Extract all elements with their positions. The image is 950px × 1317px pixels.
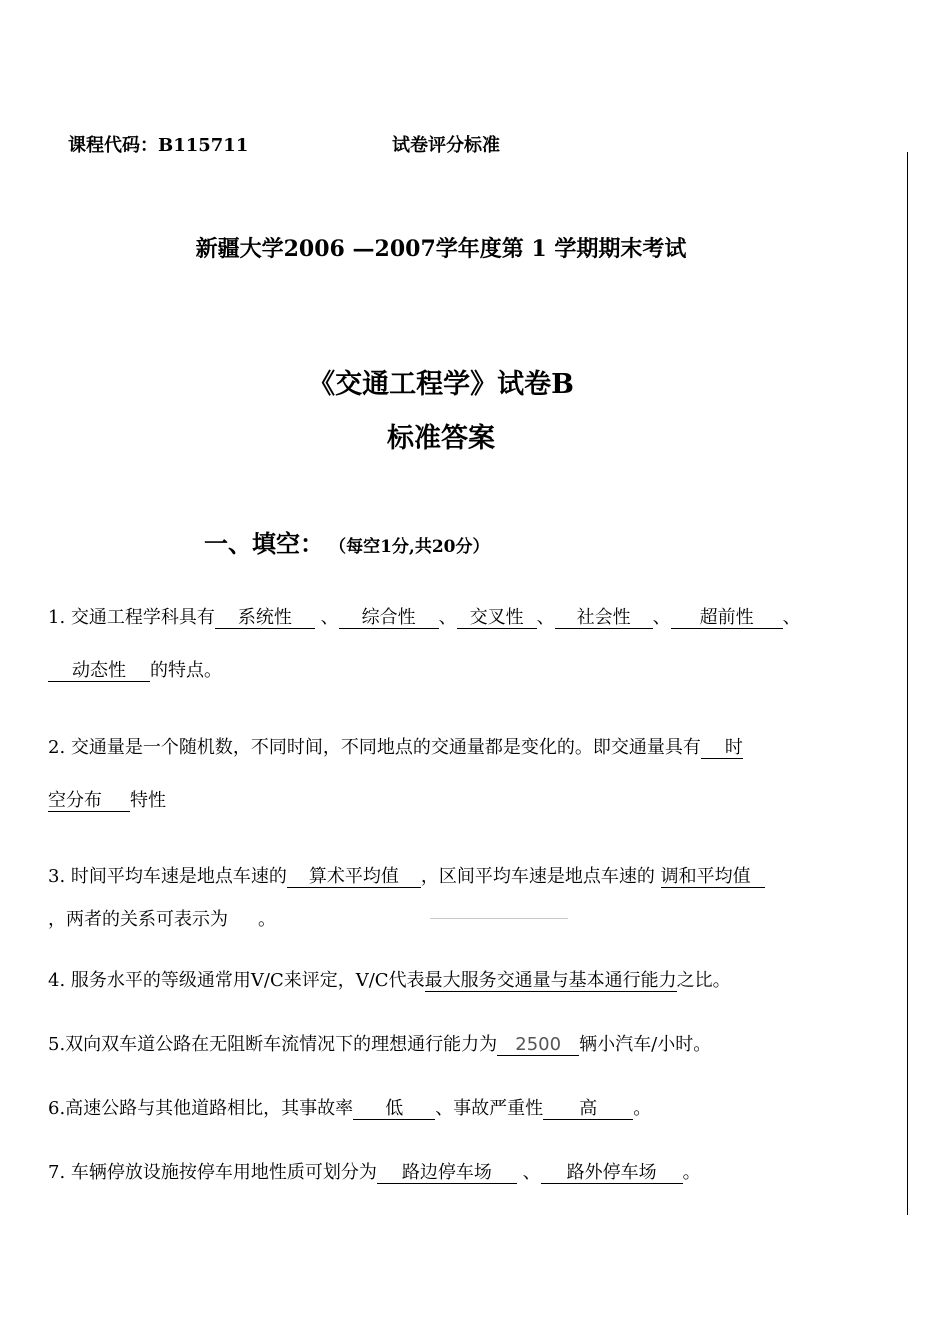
course-code: 课程代码：B115711 [68, 135, 249, 156]
question-5-text: 5.双向双车道公路在无阻断车流情况下的理想通行能力为 [48, 1034, 498, 1055]
paper-title: 《交通工程学》试卷B [308, 369, 574, 400]
separator: 、 [522, 1162, 541, 1183]
question-6-text: 6.高速公路与其他道路相比，其事故率 [48, 1098, 354, 1119]
question-2-line-1 [48, 733, 743, 759]
question-4-suffix: 之比。 [676, 970, 731, 991]
question-3-line-2 [48, 905, 276, 931]
separator: 、 [536, 607, 555, 628]
question-2-suffix: 特性 [130, 790, 166, 811]
answer-blank: 最大服务交通量与基本通行能力 [424, 970, 677, 991]
page-border-line [907, 152, 908, 1215]
marking-standard-label: 试卷评分标准 [392, 135, 500, 156]
question-2-text: 2. 交通量是一个随机数，不同时间，不同地点的交通量都是变化的。即交通量具有 [48, 737, 701, 758]
answer-blank: 系统性 [215, 608, 315, 629]
answer-blank: 路边停车场 [377, 1163, 517, 1184]
question-7-line [48, 1158, 701, 1184]
question-7-suffix: 。 [682, 1162, 701, 1183]
question-1-line-2 [48, 656, 222, 682]
answer-blank: 交叉性 [457, 608, 537, 629]
exam-title: 新疆大学2006 —2007学年度第 1 学期期末考试 [195, 236, 687, 262]
answer-blank: 低 [353, 1099, 435, 1120]
question-6-line [48, 1094, 651, 1120]
answer-blank: 动态性 [48, 661, 150, 682]
question-1-text: 1. 交通工程学科具有 [48, 607, 215, 628]
question-1-line-1 [48, 603, 801, 629]
question-3-line-1 [48, 862, 765, 888]
separator: 、 [782, 607, 801, 628]
answer-blank: 路外停车场 [541, 1163, 683, 1184]
answer-blank: 时 [701, 738, 743, 759]
question-4-line [48, 966, 731, 992]
question-6-middle: 、事故严重性 [435, 1098, 544, 1119]
answer-blank: 高 [543, 1099, 633, 1120]
section-title: 一、填空： [204, 529, 324, 558]
question-3-end: 。 [258, 909, 276, 930]
question-3-middle: ，区间平均车速是地点车速的 [420, 866, 655, 887]
answer-blank: 2500 [497, 1035, 579, 1056]
separator: 、 [652, 607, 671, 628]
answer-blank: 综合性 [339, 608, 439, 629]
answer-blank: 空分布 [48, 791, 130, 812]
formula-placeholder-line [430, 918, 568, 919]
answer-blank: 社会性 [555, 608, 653, 629]
answer-blank: 算术平均值 [287, 867, 421, 888]
paper-subtitle: 标准答案 [387, 423, 495, 454]
question-1-suffix: 的特点。 [150, 660, 222, 681]
question-5-line [48, 1030, 711, 1056]
section-heading [204, 524, 490, 559]
question-6-suffix: 。 [633, 1098, 652, 1119]
question-7-text: 7. 车辆停放设施按停车用地性质可划分为 [48, 1162, 377, 1183]
answer-blank: 超前性 [671, 608, 783, 629]
question-2-line-2 [48, 786, 166, 812]
answer-blank: 调和平均值 [661, 867, 765, 888]
question-4-text: 4. 服务水平的等级通常用V/C来评定，V/C代表 [48, 970, 425, 991]
separator: 、 [320, 607, 339, 628]
section-score-note: （每空1分,共20分） [329, 537, 490, 557]
separator: 、 [438, 607, 457, 628]
question-3-text: 3. 时间平均车速是地点车速的 [48, 866, 287, 887]
question-3-line-2-text: ，两者的关系可表示为 [48, 909, 228, 930]
question-5-suffix: 辆小汽车/小时。 [579, 1034, 712, 1055]
